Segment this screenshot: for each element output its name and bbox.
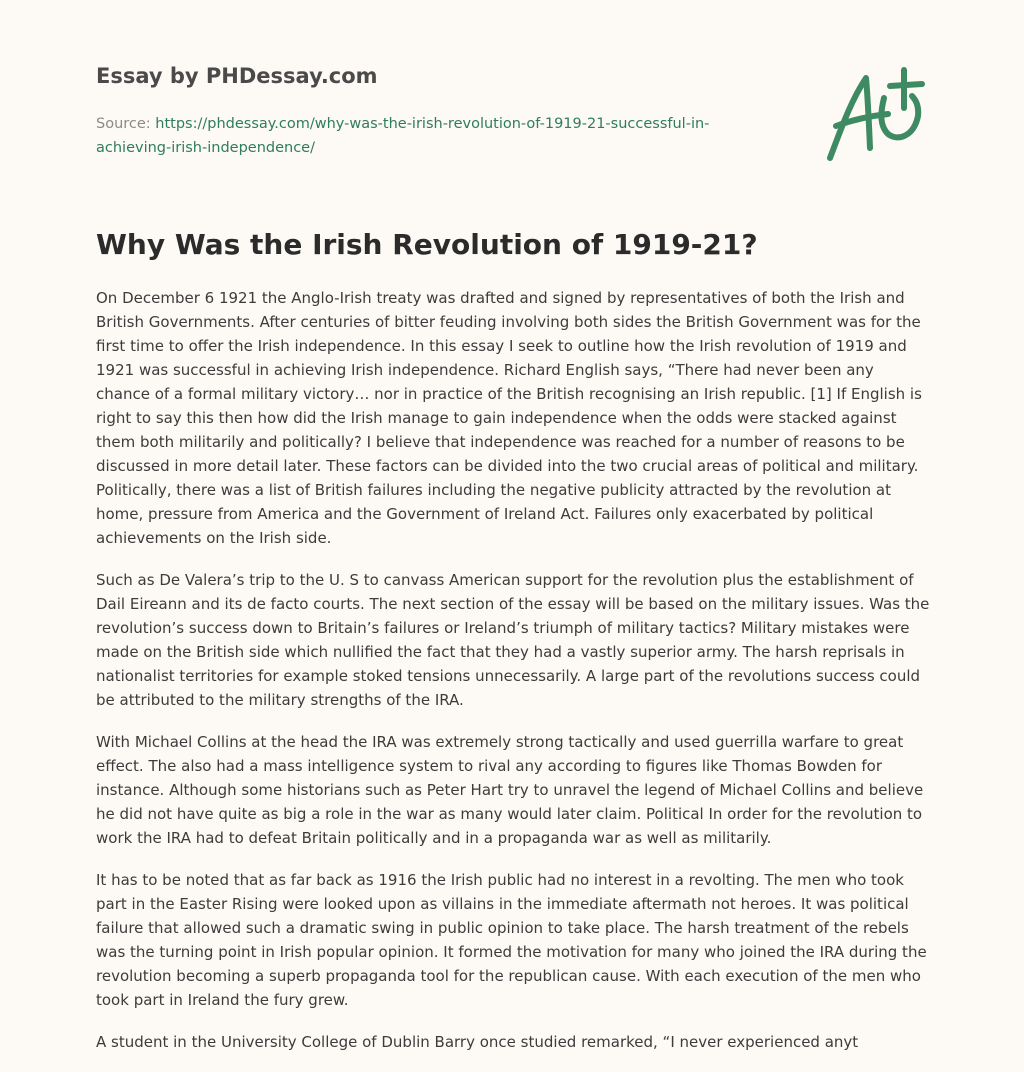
essay-body: [96, 286, 930, 1072]
essay-paragraph: With Michael Collins at the head the IRA was extremely strong tactically and used guerrilla warfare to great effect. The also had a mass intelligence system to rival any according to figures like Thomas Bowden for instance. Although some historians such as Peter Hart try to unravel the legend of Michael Collins and believe he did not have quite as big a role in the war as many would later claim. Political In order for the revolution to work the IRA had to defeat Britain politically and in a propaganda war as well as militarily.: [96, 733, 924, 847]
essay-paragraph: A student in the University College of Dublin Barry once studied remarked, “I never experienced anyt: [96, 1033, 859, 1051]
a-plus-grade-icon: [818, 64, 930, 164]
essay-paragraph: Such as De Valera’s trip to the U. S to canvass American support for the revolution plus the establishment of Dail Eireann and its de facto courts. The next section of the essay will be based on the military issues. Was the revolution’s success down to Britain’s failures or Ireland’s triumph of military tactics? Military mistakes were made on the British side which nullified the fact that they had a vastly superior army. The harsh reprisals in nationalist territories for example stoked tensions unnecessarily. A large part of the revolutions success could be attributed to the military strengths of the IRA.: [96, 571, 930, 709]
source-line: [96, 112, 756, 160]
essay-title: Why Was the Irish Revolution of 1919-21?: [96, 228, 758, 261]
essay-paragraph: On December 6 1921 the Anglo-Irish treaty was drafted and signed by representatives of both the Irish and British Governments. After centuries of bitter feuding involving both sides the British Government was for the first time to offer the Irish independence. In this essay I seek to outline how the Irish revolution of 1919 and 1921 was successful in achieving Irish independence. Richard English says, “There had never been any chance of a formal military victory… nor in practice of the British recognising an Irish republic. [1] If English is right to say this then how did the Irish manage to gain independence when the odds were stacked against them both militarily and politically? I believe that independence was reached for a number of reasons to be discussed in more detail later. These factors can be divided into the two crucial areas of political and military. Politically, there was a list of British failures including the negative publicity attracted by the revolution at home, pressure from America and the Government of Ireland Act. Failures only exacerbated by political achievements on the Irish side.: [96, 289, 922, 547]
source-label: Source:: [96, 116, 151, 132]
source-link[interactable]: https://phdessay.com/why-was-the-irish-revolution-of-1919-21-successful-in-achieving-irish-independence/: [96, 116, 710, 156]
site-brand: Essay by PHDessay.com: [96, 64, 378, 88]
essay-paragraph: It has to be noted that as far back as 1916 the Irish public had no interest in a revolting. The men who took part in the Easter Rising were looked upon as villains in the immediate aftermath not heroes. It was political failure that allowed such a dramatic swing in public opinion to take place. The harsh treatment of the rebels was the turning point in Irish popular opinion. It formed the motivation for many who joined the IRA during the revolution becoming a superb propaganda tool for the republican cause. With each execution of the men who took part in Ireland the fury grew.: [96, 871, 927, 1009]
